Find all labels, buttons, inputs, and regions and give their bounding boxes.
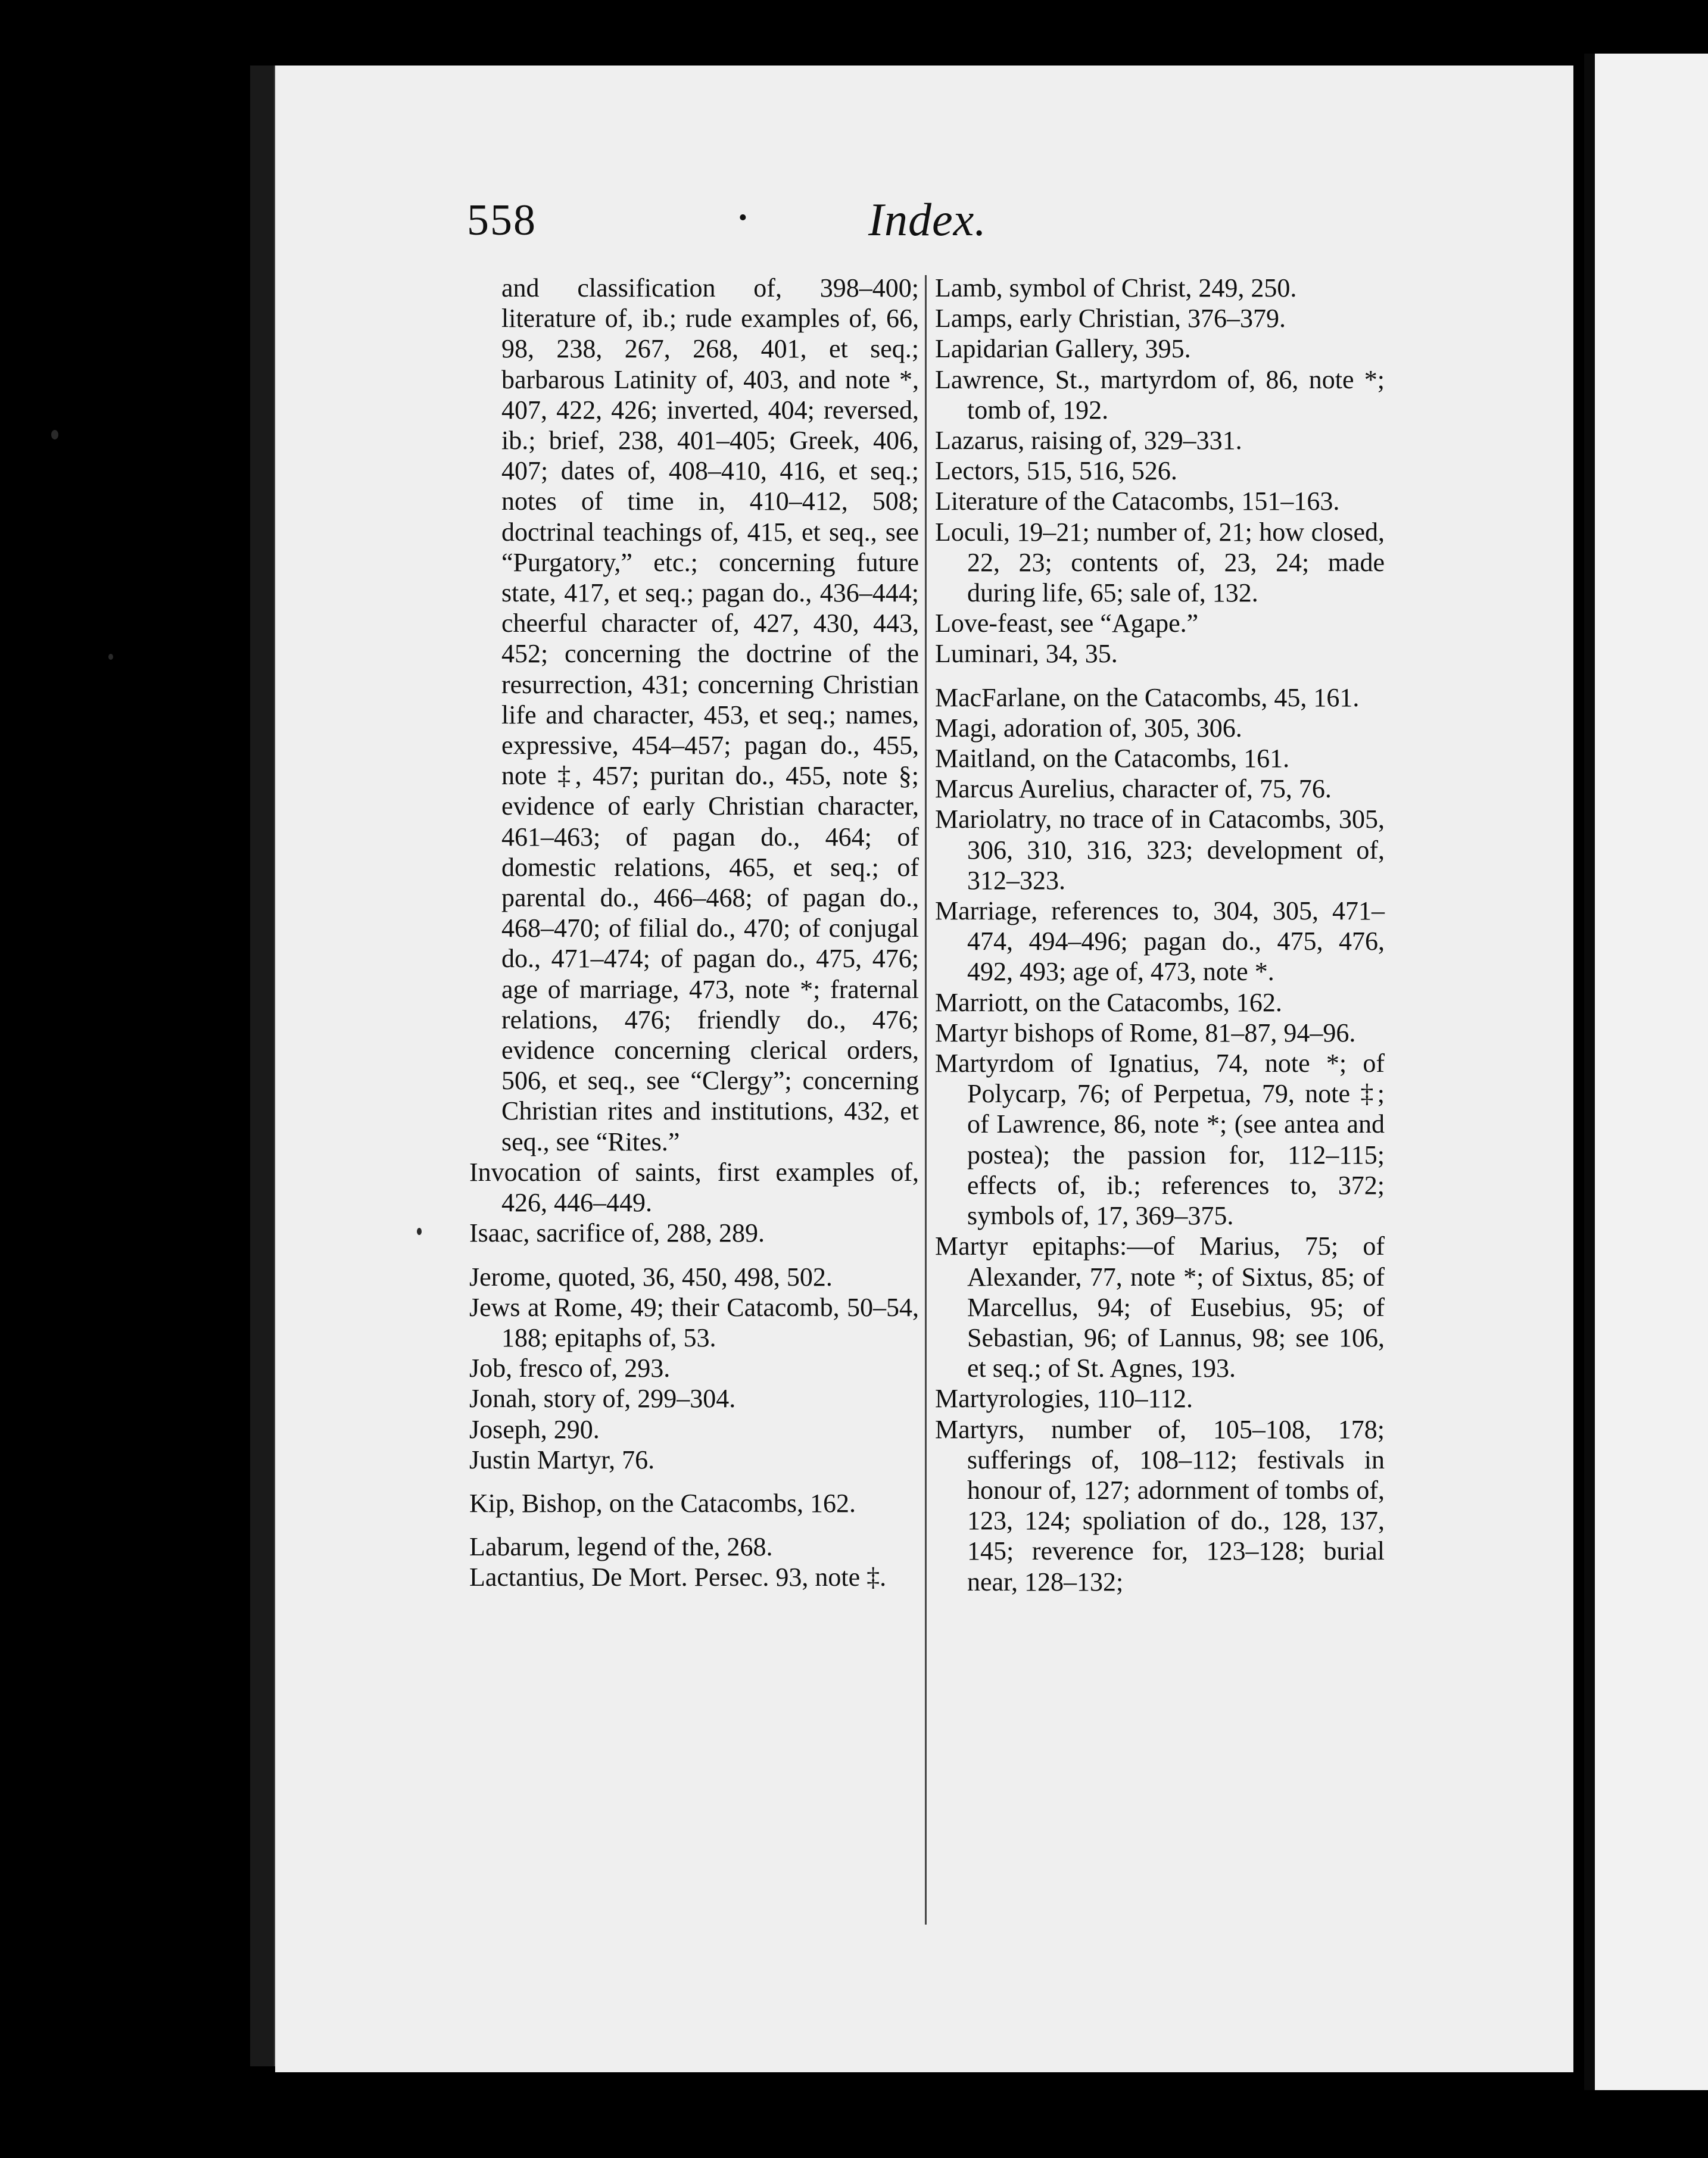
index-entry: Mariolatry, no trace of in Catacombs, 305, 306, 310, 316, 323; development of, 312–323. bbox=[935, 804, 1385, 895]
index-entry: Lazarus, raising of, 329–331. bbox=[935, 426, 1242, 456]
index-entry: Marriott, on the Catacombs, 162. bbox=[935, 987, 1282, 1017]
index-entry: Lapidarian Gallery, 395. bbox=[935, 334, 1191, 364]
index-entry: Kip, Bishop, on the Catacombs, 162. bbox=[469, 1488, 856, 1518]
page-content bbox=[275, 66, 1573, 2072]
index-entry: Jews at Rome, 49; their Catacomb, 50–54, 188; epitaphs of, 53. bbox=[469, 1292, 919, 1352]
index-entry: Marcus Aurelius, character of, 75, 76. bbox=[935, 774, 1332, 804]
book-spine bbox=[250, 66, 278, 2066]
column-divider bbox=[925, 275, 927, 1925]
entry-spacer bbox=[469, 1249, 919, 1262]
index-entry: Love-feast, see “Agape.” bbox=[935, 609, 1199, 638]
scan-speck bbox=[108, 654, 113, 660]
index-entry: and classification of, 398–400; literature of, ib.; rude examples of, 66, 98, 238, 267, 268, 401, et seq.; barbarous Latinity of, 403, and note *, 407, 422, 426; inverted, 404; reversed, ib.; brief, 238, 401–405; Greek, 406, 407; dates of, 408–410, 416, et seq.; notes of time in, 410–412, 508; doctrinal teachings of, 415, et seq., see “Purgatory,” etc.; concerning future state, 417, et seq.; pagan do., 436–444; cheerful character of, 427, 430, 443, 452; concerning the doctrine of the resurrection, 431; concerning Christian life and character, 453, et seq.; names, expressive, 454–457; pagan do., 455, note ‡, 457; puritan do., 455, note §; evidence of early Christian character, 461–463; of pagan do., 464; of domestic relations, 465, et seq.; of parental do., 466–468; of pagan do., 468–470; of filial do., 470; of conjugal do., 471–474; of pagan do., 475, 476; age of marriage, 473, note *; fraternal relations, 476; friendly do., 476; evidence concerning clerical orders, 506, et seq., see “Clergy”; concerning Christian rites and institutions, 432, et seq., see “Rites.” bbox=[501, 273, 919, 1156]
index-entry: Lamb, symbol of Christ, 249, 250. bbox=[935, 273, 1297, 303]
index-entry: Jerome, quoted, 36, 450, 498, 502. bbox=[469, 1262, 833, 1292]
index-entry: Lawrence, St., martyrdom of, 86, note *; tomb of, 192. bbox=[935, 364, 1385, 425]
header-dot: • bbox=[738, 204, 747, 232]
index-entry: Marriage, references to, 304, 305, 471–474, 494–496; pagan do., 475, 476, 492, 493; age of, 473, note *. bbox=[935, 896, 1385, 987]
index-entry: Invocation of saints, first examples of, 426, 446–449. bbox=[469, 1157, 919, 1218]
index-entry: Jonah, story of, 299–304. bbox=[469, 1384, 736, 1414]
running-head: Index. bbox=[868, 194, 987, 245]
entry-spacer bbox=[935, 669, 1385, 682]
facing-page-edge bbox=[1584, 54, 1708, 2090]
index-entry: Maitland, on the Catacombs, 161. bbox=[935, 744, 1290, 774]
index-entry: Martyrs, number of, 105–108, 178; sufferings of, 108–112; festivals in honour of, 127; adornment of tombs of, 123, 124; spoliation of do., 128, 137, 145; reverence for, 123–128; burial near, 128–132; bbox=[935, 1414, 1385, 1596]
index-entry: Martyrologies, 110–112. bbox=[935, 1384, 1193, 1414]
index-entry: MacFarlane, on the Catacombs, 45, 161. bbox=[935, 682, 1360, 712]
index-entry: Loculi, 19–21; number of, 21; how closed, 22, 23; contents of, 23, 24; made during life, 65; sale of, 132. bbox=[935, 517, 1385, 608]
index-entry: Labarum, legend of the, 268. bbox=[469, 1532, 773, 1562]
index-column-right bbox=[935, 273, 1385, 1597]
index-entry: Joseph, 290. bbox=[469, 1414, 600, 1444]
index-entry: Literature of the Catacombs, 151–163. bbox=[935, 487, 1340, 516]
index-entry: Lamps, early Christian, 376–379. bbox=[935, 304, 1286, 333]
index-column-left bbox=[469, 273, 919, 1593]
scan-speck bbox=[51, 430, 58, 439]
index-entry: Martyr epitaphs:—of Marius, 75; of Alexander, 77, note *; of Sixtus, 85; of Marcellus, 94; of Eusebius, 95; of Sebastian, 96; of Lannus, 98; see 106, et seq.; of St. Agnes, 193. bbox=[935, 1231, 1385, 1383]
index-entry: Luminari, 34, 35. bbox=[935, 639, 1118, 669]
index-entry: Justin Martyr, 76. bbox=[469, 1445, 655, 1474]
page-number: 558 bbox=[467, 196, 537, 245]
index-entry: Job, fresco of, 293. bbox=[469, 1354, 671, 1383]
index-entry: Martyr bishops of Rome, 81–87, 94–96. bbox=[935, 1018, 1356, 1047]
index-entry: Martyrdom of Ignatius, 74, note *; of Polycarp, 76; of Perpetua, 79, note ‡; of Lawrence, 86, note *; (see antea and postea); the passion for, 112–115; effects of, ib.; references to, 372; symbols of, 17, 369–375. bbox=[935, 1049, 1385, 1231]
entry-spacer bbox=[469, 1475, 919, 1488]
index-entry: Lactantius, De Mort. Persec. 93, note ‡. bbox=[469, 1563, 887, 1592]
index-entry: Isaac, sacrifice of, 288, 289. bbox=[469, 1218, 765, 1248]
index-entry: Lectors, 515, 516, 526. bbox=[935, 456, 1177, 486]
index-entry: Magi, adoration of, 305, 306. bbox=[935, 713, 1242, 743]
entry-spacer bbox=[469, 1518, 919, 1532]
